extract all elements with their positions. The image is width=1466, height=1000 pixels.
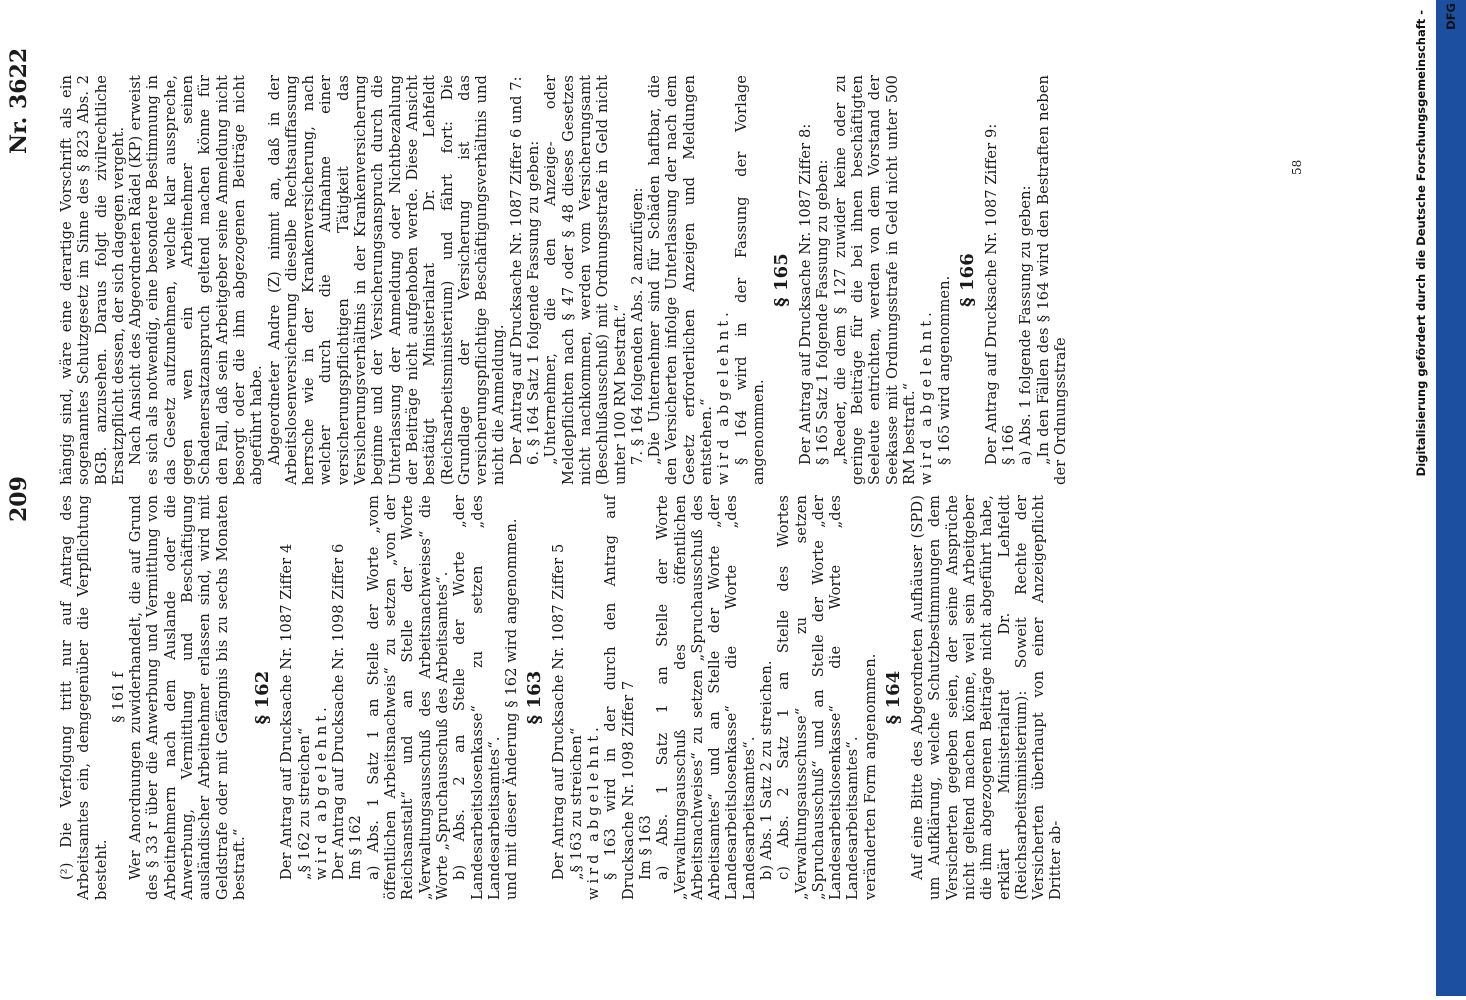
list-item: 6. § 164 Satz 1 folgende Fassung zu geben: bbox=[525, 140, 543, 465]
list-item: a) Abs. 1 Satz 1 an Stelle der Worte „vom öffentlichen Arbeitsnachweis“ zu setzen „von der Reichsanstalt“ und an Stelle der Worte „Verwaltungsausschuß des Arbeitsnachweises“ die Worte „Spruchausschuß des Arbeitsamtes“. bbox=[364, 495, 451, 900]
paragraph: Der Antrag auf Drucksache Nr. 1087 Ziffer 5 bbox=[550, 543, 568, 880]
paragraph: § 163 wird in der durch den Antrag auf Drucksache Nr. 1098 Ziffer 7 bbox=[602, 495, 637, 900]
section-heading-162: § 162 bbox=[252, 670, 274, 725]
paragraph: Der Antrag auf Drucksache Nr. 1087 Ziffer 6 und 7: bbox=[507, 76, 525, 465]
paragraph: Im § 163 bbox=[636, 815, 654, 880]
quotation: „Unternehmer, die den Anzeige- oder Meldepflichten nach § 47 oder § 48 dieses Gesetzes nicht nachkommen, werden vom Versicherungsamt (Beschlußausschuß) mit Ordnungsstrafe in Geld nicht unter 100 RM bestraft.“ bbox=[542, 75, 629, 485]
paragraph: hängig sind, wäre eine derartige Vorschrift als ein sogenanntes Schutzgesetz im Sinne des § 823 Abs. 2 BGB. anzusehen. Daraus folgt die zivilrechtliche Ersatzpflicht dessen, der sich dagegen vergeht. bbox=[58, 75, 127, 485]
list-item: 7. § 164 folgenden Abs. 2 anzufügen: bbox=[628, 187, 646, 465]
paragraph: Der Antrag auf Drucksache Nr. 1087 Ziffer 4 bbox=[278, 543, 296, 880]
paragraph: „§ 162 zu streichen“ bbox=[295, 727, 313, 880]
list-item: a) Abs. 1 Satz 1 an Stelle der Worte „Verwaltungsausschuß des öffentlichen Arbeitsnachweises“ zu setzen „Spruchausschuß des Arbeitsamtes“ und an Stelle der Worte „der Landesarbeitslosenkasse“ die Worte „des Landesarbeitsamtes“. bbox=[654, 495, 758, 900]
section-heading-166: § 166 bbox=[956, 253, 978, 307]
paragraph: wird abgelehnt. bbox=[918, 308, 936, 485]
section-heading-164: § 164 bbox=[883, 670, 905, 725]
left-column bbox=[58, 495, 1065, 900]
section-heading-163: § 163 bbox=[524, 670, 546, 725]
digitization-credit bbox=[1406, 0, 1458, 1000]
quotation: „Die Unternehmer sind für Schäden haftbar, die den Versicherten infolge Unterlassung der nach dem Gesetz erforderlichen Anzeigen und Meldungen entstehen.“ bbox=[646, 75, 715, 485]
paragraph: § 165 wird angenommen. bbox=[935, 275, 953, 465]
credit-text: Digitalisierung gefördert durch die Deutsche Forschungsgemeinschaft - bbox=[1414, 10, 1428, 477]
paragraph: (²) Die Verfolgung tritt nur auf Antrag des Arbeitsamtes ein, demgegenüber die Verpflichtung besteht. bbox=[58, 495, 110, 900]
paragraph: Im § 162 bbox=[347, 815, 365, 880]
quotation: „In den Fällen des § 164 wird den Bestraften neben der Ordnungsstrafe bbox=[1034, 75, 1070, 485]
paragraph: veränderten Form angenommen. bbox=[861, 653, 879, 900]
paragraph: Der Antrag auf Drucksache Nr. 1087 Ziffer 9: bbox=[982, 123, 1000, 465]
paragraph: § 165 Satz 1 folgende Fassung zu geben: bbox=[814, 159, 832, 465]
list-item: b) Abs. 1 Satz 2 zu streichen. bbox=[757, 660, 775, 880]
dfg-logo: DFG bbox=[1436, 0, 1466, 996]
right-column bbox=[58, 75, 1069, 485]
list-item: c) Abs. 2 Satz 1 an Stelle des Wortes „Verwaltungsausschusse“ zu setzen „Spruchausschuß“ und an Stelle der Worte „der Landesarbeitslosenkasse“ die Worte „des Landesarbeitsamtes“. bbox=[775, 495, 862, 900]
list-item: b) Abs. 2 an Stelle der Worte „der Landesarbeitslosenkasse“ zu setzen „des Landesarbeitsamtes“. bbox=[451, 495, 503, 900]
paragraph: „§ 163 zu streichen“ bbox=[567, 727, 585, 880]
section-heading-165: § 165 bbox=[771, 253, 793, 307]
section-heading-161f: § 161 f bbox=[109, 672, 127, 723]
paragraph: § 164 wird in der Fassung der Vorlage angenommen. bbox=[732, 75, 767, 485]
page-number: 209 bbox=[6, 476, 32, 522]
paragraph: wird abgelehnt. bbox=[715, 308, 733, 485]
paragraph: Nach Ansicht des Abgeordneten Rädel (KP) erweist es sich als notwendig, eine besondere Bestimmung in das Gesetz aufzunehmen, welche klar ausspreche, gegen wen ein Arbeitnehmer seinen Schadenersatzanspruch geltend machen könne für den Fall, daß sein Arbeitgeber seine Anmeldung nicht besorgt oder die ihm abgezogenen Beiträge nicht abgeführt habe. bbox=[127, 75, 266, 485]
signature-mark: 58 bbox=[1290, 159, 1304, 175]
document-number: Nr. 3622 bbox=[6, 47, 32, 154]
paragraph: § 166 bbox=[1000, 424, 1018, 465]
list-item: a) Abs. 1 folgende Fassung zu geben: bbox=[1017, 185, 1035, 465]
paragraph: Wer Anordnungen zuwiderhandelt, die auf Grund des § 33 r über die Anwerbung und Vermittlung von Arbeitnehmern nach dem Auslande oder die Anwerbung, Vermittlung und Beschäftigung ausländischer Arbeitnehmer erlassen sind, wird mit Geldstrafe oder mit Gefängnis bis zu sechs Monaten bestraft.“ bbox=[127, 495, 248, 900]
quotation: „Reeder, die dem § 127 zuwider keine oder zu geringe Beiträge für die bei ihnen beschäftigten Seeleute entrichten, werden von dem Vorstand der Seekasse mit Ordnungsstrafe in Geld nicht unter 500 RM bestraft.“ bbox=[831, 75, 918, 485]
paragraph: Der Antrag auf Drucksache Nr. 1098 Ziffer 6 bbox=[330, 543, 348, 880]
paragraph: Abgeordneter Andre (Z) nimmt an, daß in der Arbeitslosenversicherung dieselbe Rechtsauffassung herrsche wie in der Krankenversicherung, nach welcher durch die Aufnahme einer versicherungspflichtigen Tätigkeit das Versicherungsverhältnis in der Krankenversicherung beginne und der Versicherungsanspruch durch die Unterlassung der Anmeldung oder Nichtbezahlung der Beiträge nicht aufgehoben werde. Diese Ansicht bestätigt Ministerialrat Dr. Lehfeldt (Reichsarbeitsministerium) und fährt fort: Die Grundlage der Versicherung ist das versicherungspflichtige Beschäftigungsverhältnis und nicht die Anmeldung. bbox=[265, 75, 508, 485]
paragraph: Der Antrag auf Drucksache Nr. 1087 Ziffer 8: bbox=[797, 123, 815, 465]
paragraph: wird abgelehnt. bbox=[585, 723, 603, 900]
paragraph: wird abgelehnt. bbox=[312, 703, 330, 880]
paragraph: Auf eine Bitte des Abgeordneten Aufhäuser (SPD) um Aufklärung, welche Schutzbestimmungen dem Versicherten gegeben seien, der seine Ansprüche nicht geltend machen könne, weil sein Arbeitgeber die ihm abgezogenen Beiträge nicht abgeführt habe, erklärt Ministerialrat Dr. Lehfeldt (Reichsarbeitsministerium): Soweit Rechte der Versicherten überhaupt von einer Anzeigepflicht Dritter ab- bbox=[909, 495, 1065, 900]
paragraph: und mit dieser Änderung § 162 wird angenommen. bbox=[503, 518, 521, 900]
